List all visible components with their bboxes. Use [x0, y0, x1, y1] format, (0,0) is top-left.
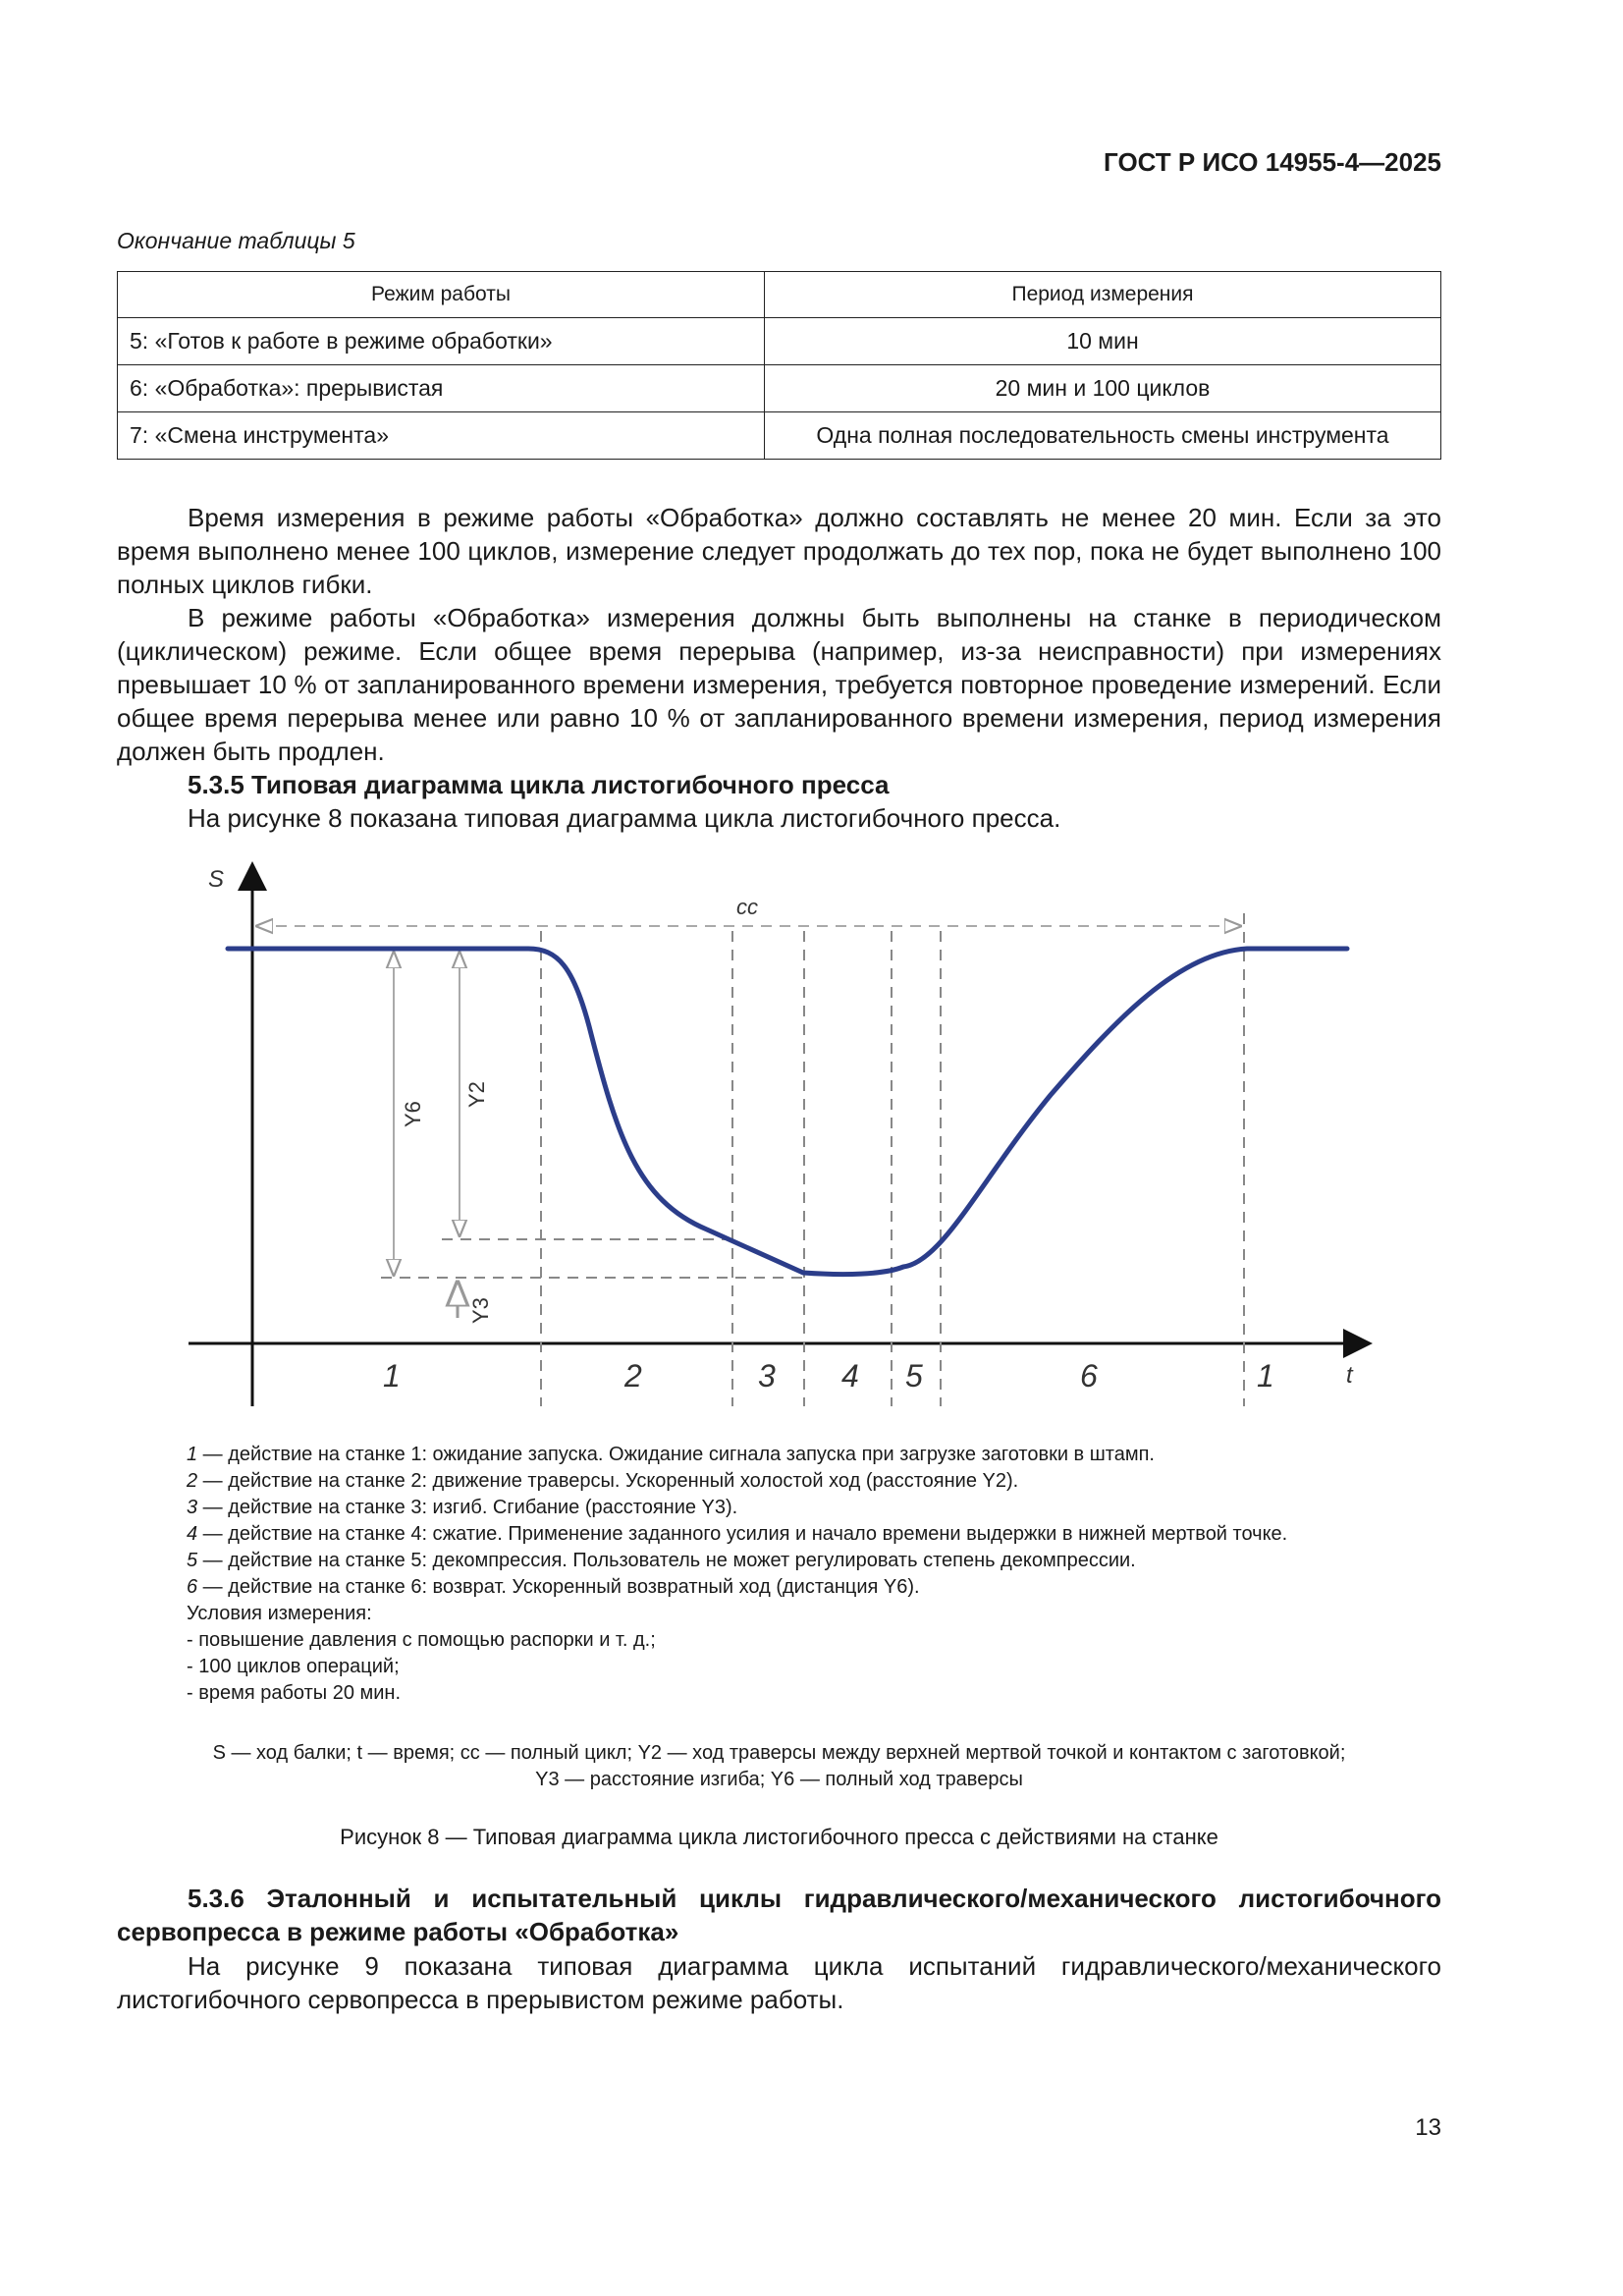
condition-item: - время работы 20 мин.	[187, 1682, 402, 1704]
condition-item: - повышение давления с помощью распорки и т. д.;	[187, 1629, 656, 1651]
phase-label: 2	[624, 1358, 642, 1394]
cell-mode: 6: «Обработка»: прерывистая	[118, 365, 765, 412]
table-caption: Окончание таблицы 5	[117, 228, 355, 253]
figure-legend	[187, 1442, 1453, 1707]
paragraph-measurement-time: Время измерения в режиме работы «Обработка» должно составлять не менее 20 мин. Если за это время выполнено менее 100 циклов, измерение следует продолжать до тех пор, пока не будет выполнено 100 полных циклов гибки.	[117, 503, 1441, 599]
paragraph-figure9-intro: На рисунке 9 показана типовая диаграмма цикла испытаний гидравлического/механического листогибочного сервопресса в прерывистом режиме работы.	[117, 1951, 1441, 2014]
cell-mode: 7: «Смена инструмента»	[118, 412, 765, 460]
header-mode: Режим работы	[118, 272, 765, 318]
legend-item: 6 — действие на станке 6: возврат. Ускоренный возвратный ход (дистанция Y6).	[187, 1576, 920, 1598]
stroke-curve	[228, 949, 1347, 1275]
phase-label: 3	[758, 1358, 776, 1394]
page-number: 13	[1415, 2114, 1441, 2141]
phase-label: 6	[1080, 1358, 1098, 1394]
y3-label: Y3	[468, 1297, 493, 1324]
phase-label: 1	[1257, 1358, 1274, 1394]
legend-item: 5 — действие на станке 5: декомпрессия. Пользователь не может регулировать степень декомпрессии.	[187, 1550, 1136, 1571]
cell-period: 10 мин	[765, 318, 1441, 365]
symbols-line: S — ход балки; t — время; cc — полный цикл; Y2 — ход траверсы между верхней мертвой точкой и контактом с заготовкой;	[212, 1742, 1346, 1764]
x-axis-label: t	[1346, 1362, 1353, 1389]
cell-mode: 5: «Готов к работе в режиме обработки»	[118, 318, 765, 365]
document-code: ГОСТ Р ИСО 14955-4—2025	[1104, 147, 1441, 177]
phase-label: 5	[905, 1358, 923, 1394]
section-heading-535: 5.3.5 Типовая диаграмма цикла листогибочного пресса	[188, 770, 890, 799]
figure-caption: Рисунок 8 — Типовая диаграмма цикла листогибочного пресса с действиями на станке	[340, 1825, 1218, 1849]
symbols-line: Y3 — расстояние изгиба; Y6 — полный ход траверсы	[535, 1769, 1023, 1790]
section-heading-536: 5.3.6 Эталонный и испытательный циклы гидравлического/механического листогибочного сервопресса в режиме работы «Обработка»	[117, 1884, 1441, 1946]
y-axis-label: S	[208, 866, 225, 893]
phase-label: 1	[383, 1358, 401, 1394]
cell-period: 20 мин и 100 циклов	[765, 365, 1441, 412]
conditions-title: Условия измерения:	[187, 1603, 372, 1624]
header-period: Период измерения	[765, 272, 1441, 318]
y6-label: Y6	[401, 1101, 425, 1127]
paragraph-figure8-intro: На рисунке 8 показана типовая диаграмма цикла листогибочного пресса.	[188, 803, 1061, 833]
legend-item: 1 — действие на станке 1: ожидание запуска. Ожидание сигнала запуска при загрузке заготовки в штамп.	[187, 1444, 1155, 1465]
phase-label: 4	[841, 1358, 859, 1394]
cc-label: cc	[736, 895, 758, 919]
y2-label: Y2	[464, 1081, 489, 1108]
paragraph-interruption: В режиме работы «Обработка» измерения должны быть выполнены на станке в периодическом (циклическом) режиме. Если общее время перерыва (например, из-за неисправности) при измерениях превышает 10 % от запланированного времени измерения, требуется повторное проведение измерений. Если общее время перерыва менее или равно 10 % от запланированного времени измерения, период измерения должен быть продлен.	[117, 603, 1441, 766]
symbols-explanation	[117, 1740, 1441, 1793]
legend-item: 3 — действие на станке 3: изгиб. Сгибание (расстояние Y3).	[187, 1497, 738, 1518]
phase-labels	[383, 1358, 1274, 1394]
legend-item: 4 — действие на станке 4: сжатие. Применение заданного усилия и начало времени выдержки в нижней мертвой точке.	[187, 1523, 1288, 1545]
condition-item: - 100 циклов операций;	[187, 1656, 400, 1677]
legend-item: 2 — действие на станке 2: движение траверсы. Ускоренный холостой ход (расстояние Y2).	[187, 1470, 1019, 1492]
cell-period: Одна полная последовательность смены инструмента	[765, 412, 1441, 460]
